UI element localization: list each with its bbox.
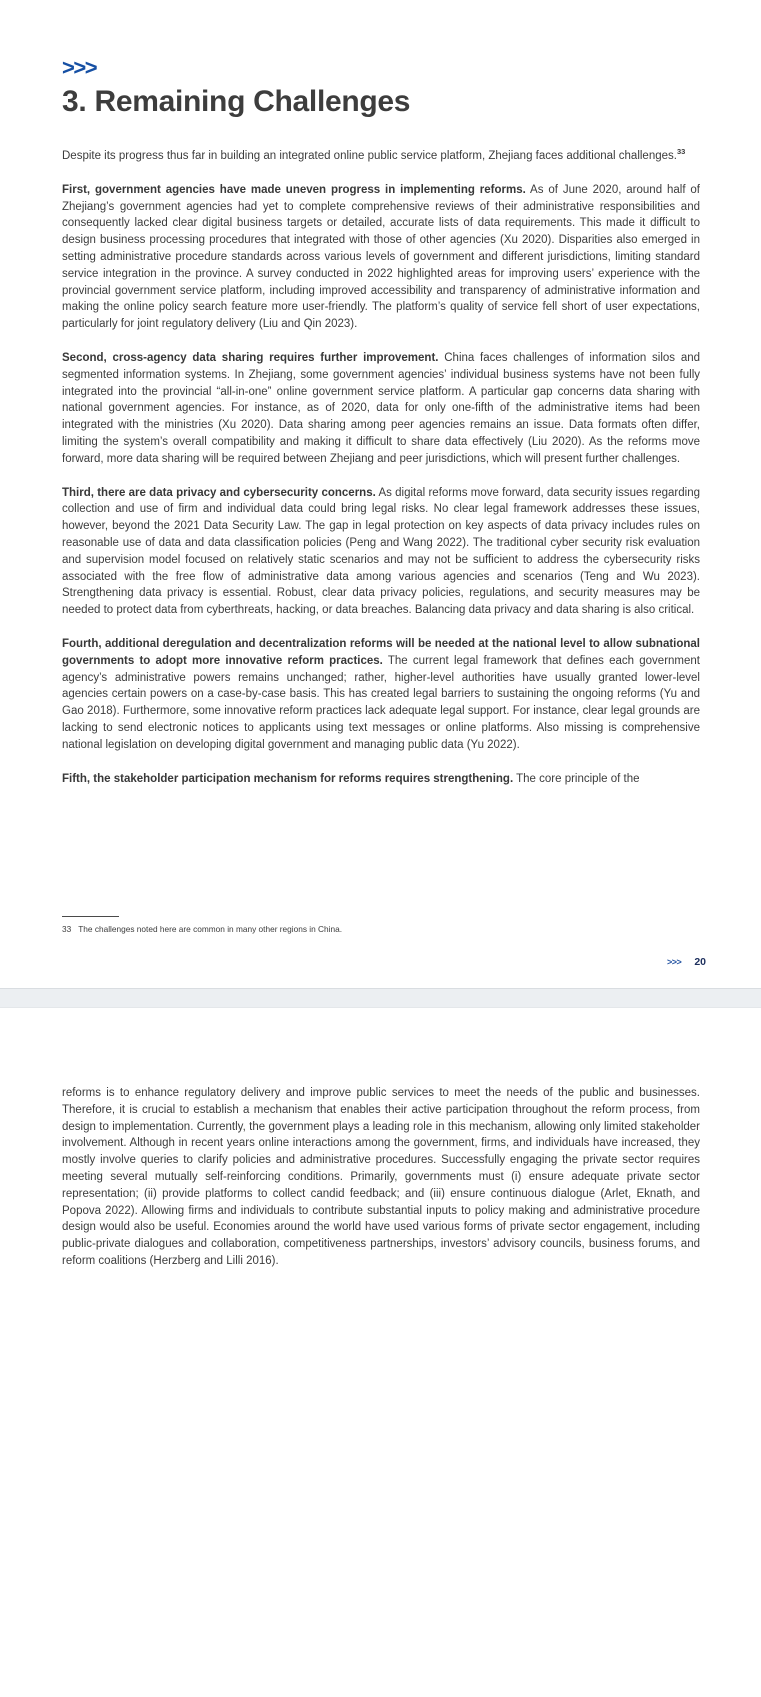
report-page-21 — [0, 1008, 761, 1677]
chevrons-icon: >>> — [62, 55, 97, 80]
intro-paragraph — [62, 148, 700, 165]
paragraph-body: As of June 2020, around half of Zhejiang’s government agencies had yet to complete comprehensive reviews of their administrative responsibilities and consequently lacked clear digital business targets or detailed, accurate lists of data requirements. This made it difficult to design business processing procedures that integrated with those of other agencies (Xu 2020). Disparities also emerged in setting administrative procedure standards across various levels of government and different jurisdictions, limiting standard service integration in the province. A survey conducted in 2022 highlighted areas for improving users’ experience with the provincial government service platform, including improved accessibility and transparency of administrative information and making the online policy search feature more user-friendly. The platform’s quality of service fell short of user expectations, particularly for joint regulatory delivery (Liu and Qin 2023). — [62, 183, 700, 331]
section-title: 3. Remaining Challenges — [62, 85, 411, 118]
paragraph-fourth — [62, 636, 700, 754]
paragraph-lead: Second, cross-agency data sharing requires further improvement. — [62, 351, 439, 364]
intro-text: Despite its progress thus far in building an integrated online public service platform, Zhejiang faces additional challenges. — [62, 150, 677, 162]
continuation-paragraph: reforms is to enhance regulatory delivery and improve public services to meet the needs of the public and businesses. Therefore, it is crucial to establish a mechanism that enables their active participation throughout the reform process, from design to implementation. Currently, the government plays a leading role in this mechanism, allowing only limited stakeholder involvement. Although in recent years online interactions among the government, firms, and individuals have increased, they mostly involve queries to clarify policies and administrative procedures. Successfully engaging the private sector requires meeting several mutually self-reinforcing conditions. Primarily, governments must (i) ensure adequate private sector representation; (ii) provide platforms to collect candid feedback; and (iii) ensure continuous dialogue (Arlet, Eknath, and Popova 2022). Allowing firms and individuals to contribute substantial inputs to policy making and administrative procedure design would also be useful. Economies around the world have used various forms of private sector engagement, including public-private dialogues and collaboration, competitiveness partnerships, investors’ advisory councils, business forums, and reform coalitions (Herzberg and Lilli 2016). — [62, 1087, 700, 1267]
paragraph-lead: Fourth, additional deregulation and decentralization reforms will be needed at the national level to allow subnational governments to adopt more innovative reform practices. — [62, 637, 700, 667]
paragraph-third — [62, 485, 700, 619]
footnote-text — [62, 924, 622, 935]
footer-chevrons-icon: >>> — [667, 957, 682, 967]
paragraph-lead: First, government agencies have made uneven progress in implementing reforms. — [62, 183, 526, 196]
paragraph-lead: Fifth, the stakeholder participation mechanism for reforms requires strengthening. — [62, 772, 514, 785]
paragraph-lead: Third, there are data privacy and cybersecurity concerns. — [62, 486, 376, 499]
paragraph-body: The current legal framework that defines each government agency’s administrative powers remains unchanged; rather, higher-level authorities have usually granted lower-level agencies certain powers on a case-by-case basis. This has created legal barriers to sustaining the ongoing reforms (Yu and Gao 2018). Furthermore, some innovative reform practices lack adequate legal support. For instance, clear legal grounds are lacking to send electronic notices to applicants using text messages or online platforms. Also missing is comprehensive national legislation on developing digital government and managing public data (Yu 2022). — [62, 654, 700, 751]
paragraph-second — [62, 350, 700, 468]
paragraph-body: The core principle of the — [513, 772, 640, 785]
page-footer — [667, 956, 706, 968]
footnote-reference: 33 — [676, 147, 686, 157]
paragraph-body: As digital reforms move forward, data security issues regarding collection and use of firm and individual data could bring legal risks. No clear legal framework addresses these issues, however, beyond the 2021 Data Security Law. The gap in legal protection on key aspects of data privacy includes rules on reasonable use of data and data classification policies (Peng and Wang 2022). The traditional cyber security risk evaluation and supervision model focused on relatively static scenarios and may not be sufficient to address the cybersecurity risks associated with the free flow of administrative data among various agencies and scenarios (Teng and Wu 2023). Strengthening data privacy is essential. Robust, clear data privacy policies, regulations, and security measures may be needed to protect data from cyberthreats, hacking, or data breaches. Balancing data privacy and data sharing is also critical. — [62, 486, 700, 617]
footnote-divider — [62, 916, 119, 917]
footnote-body: The challenges noted here are common in many other regions in China. — [78, 924, 343, 934]
page-number: 20 — [694, 956, 706, 968]
page-separator — [0, 988, 761, 1008]
paragraph-body: China faces challenges of information silos and segmented information systems. In Zhejiang, some government agencies’ individual business systems have not been fully integrated into the provincial “all-in-one” online government service platform. A particular gap concerns data sharing with national government agencies. For instance, as of 2020, data for only one-fifth of the administrative items had been integrated with the ministries (Xu 2020). Data sharing among peer agencies remains an issue. Data formats often differ, limiting the system’s overall compatibility and making it difficult to share data effectively (Liu 2020). As the reforms move forward, more data sharing will be required between Zhejiang and peer jurisdictions, which will present further challenges. — [62, 351, 701, 465]
paragraph-first — [62, 182, 700, 333]
footnote — [62, 916, 622, 935]
paragraph-fifth — [62, 771, 700, 788]
footnote-number: 33 — [62, 924, 72, 934]
